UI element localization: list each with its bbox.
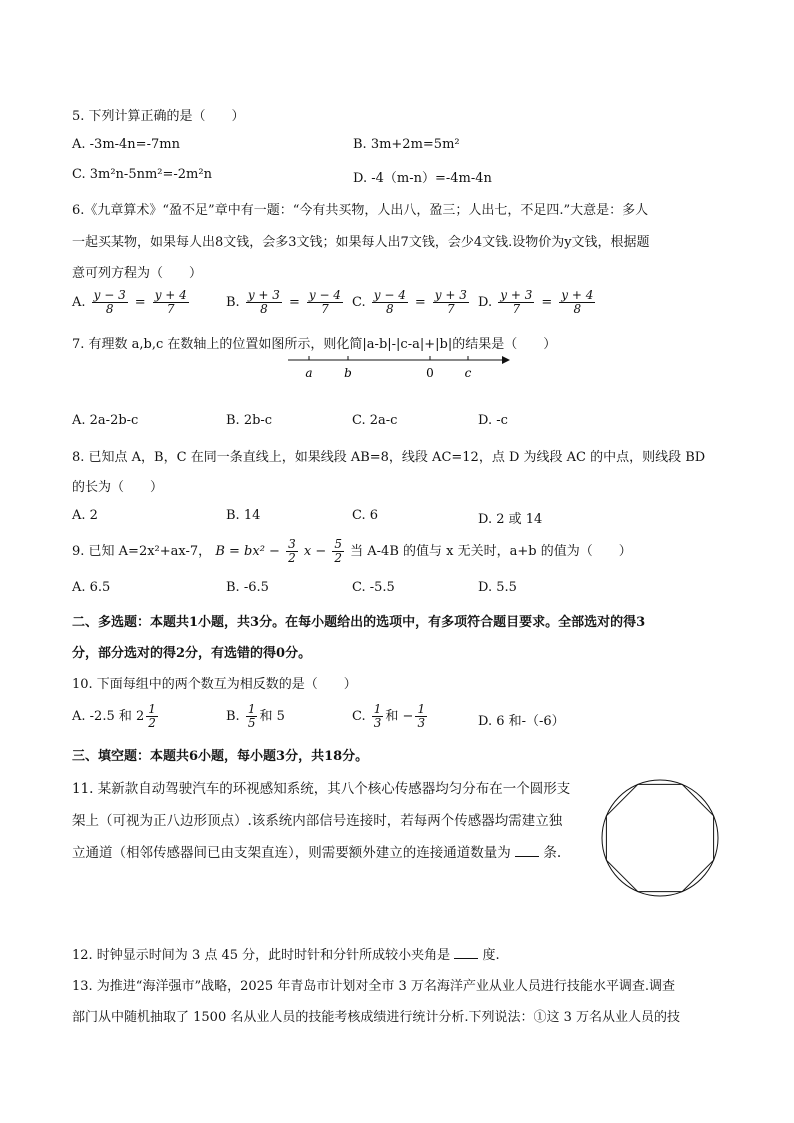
q5-option-c: C. 3m²n-5nm²=-2m²n <box>72 167 212 182</box>
fraction: $\frac{y - 4}{7}$ <box>308 288 341 316</box>
label-c: c <box>464 366 472 380</box>
section-3-heading: 三、填空题：本题共6小题，每小题3分，共18分。 <box>72 749 369 764</box>
fraction: $\frac{y + 3}{7}$ <box>500 288 533 316</box>
q6-stem-line-3: 意可列方程为（ ） <box>72 266 203 281</box>
q7-stem: 7. 有理数 a,b,c 在数轴上的位置如图所示，则化简|a-b|-|c-a|+|b|的结果是（ ） <box>72 337 557 352</box>
arrow-icon <box>502 356 510 364</box>
q9-option-a: A. 6.5 <box>72 580 111 595</box>
fraction: $\frac{y + 3}{8}$ <box>247 288 280 316</box>
fraction: $\frac{y - 4}{8}$ <box>373 288 406 316</box>
q6-stem-line-2: 一起买某物，如果每人出8文钱，会多3文钱；如果每人出7文钱，会少4文钱.设物价为y文钱，根据题 <box>72 235 650 250</box>
fraction: $\frac{1}{5}$ <box>247 702 256 730</box>
answer-blank[interactable] <box>454 946 478 959</box>
fraction: $\frac{y + 3}{7}$ <box>434 288 467 316</box>
label-zero: 0 <box>426 366 434 380</box>
fraction: $\frac{1}{3}$ <box>417 702 426 730</box>
q8-stem-line-2: 的长为（ ） <box>72 480 164 495</box>
q9-option-d: D. 5.5 <box>478 580 517 595</box>
fraction: $\frac{y + 4}{8}$ <box>561 288 594 316</box>
octagon-circle-figure <box>598 776 722 900</box>
q13-line-2: 部门从中随机抽取了 1500 名从业人员的技能考核成绩进行统计分析.下列说法：①这 3 万名从业人员的技 <box>72 1010 681 1025</box>
q10-option-d: D. 6 和-（-6） <box>478 714 565 729</box>
answer-blank[interactable] <box>515 844 539 857</box>
q6-option-a: A. $\frac{y - 3}{8}$ = $\frac{y + 4}{7}$ <box>72 288 187 316</box>
q5-option-b: B. 3m+2m=5m² <box>353 137 460 152</box>
q9-option-c: C. -5.5 <box>352 580 395 595</box>
section-2-heading-line-1: 二、多选题：本题共1小题，共3分。在每小题给出的选项中，有多项符合题目要求。全部选对的得3 <box>72 615 646 630</box>
q7-option-c: C. 2a-c <box>352 413 398 428</box>
q11-line-3: 立通道（相邻传感器间已由支架直连），则需要额外建立的连接通道数量为 条. <box>72 845 562 861</box>
q5-stem: 5. 下列计算正确的是（ ） <box>72 109 245 124</box>
circle-shape <box>602 780 718 896</box>
q7-option-d: D. -c <box>478 413 508 428</box>
fraction: $\frac{5}{2}$ <box>334 537 342 565</box>
q10-option-a: A. -2.5 和 2 $\frac{1}{2}$ <box>72 702 156 730</box>
fraction: $\frac{1}{3}$ <box>373 702 382 730</box>
q8-option-c: C. 6 <box>352 508 379 523</box>
label-a: a <box>305 366 313 380</box>
q6-option-d: D. $\frac{y + 3}{7}$ = $\frac{y + 4}{8}$ <box>478 288 594 316</box>
q8-option-d: D. 2 或 14 <box>478 512 543 527</box>
q11-line-1: 11. 某新款自动驾驶汽车的环视感知系统，其八个核心传感器均匀分布在一个圆形支 <box>72 781 571 797</box>
q9-option-b: B. -6.5 <box>226 580 269 595</box>
q11-line-2: 架上（可视为正八边形顶点）.该系统内部信号连接时，若每两个传感器均需建立独 <box>72 813 563 829</box>
q7-option-a: A. 2a-2b-c <box>72 413 139 428</box>
fraction: $\frac{y - 3}{8}$ <box>93 288 126 316</box>
fraction: $\frac{3}{2}$ <box>288 537 296 565</box>
q6-option-c: C. $\frac{y - 4}{8}$ = $\frac{y + 3}{7}$ <box>352 288 467 316</box>
q10-option-b: B. $\frac{1}{5}$ 和 5 <box>226 702 285 730</box>
q8-option-b: B. 14 <box>226 508 261 523</box>
label-b: b <box>344 366 352 380</box>
q6-stem-line-1: 6.《九章算术》“盈不足”章中有一题：“今有共买物，人出八，盈三；人出七，不足四.”大意是：多人 <box>72 203 649 218</box>
q8-option-a: A. 2 <box>72 508 98 523</box>
q9-stem: 9. 已知 A=2x²+ax-7， B = bx² − $\frac{3}{2}$ x − $\frac{5}{2}$ 当 A-4B 的值与 x 无关时，a+b 的值为（ ） <box>72 537 632 565</box>
section-2-heading-line-2: 分，部分选对的得2分，有选错的得0分。 <box>72 646 312 661</box>
q5-option-a: A. -3m-4n=-7mn <box>72 137 180 152</box>
q7-option-b: B. 2b-c <box>226 413 273 428</box>
q12-stem: 12. 时钟显示时间为 3 点 45 分，此时时针和分针所成较小夹角是 度. <box>72 948 500 963</box>
q5-option-d: D. -4（m-n）=-4m-4n <box>353 171 492 186</box>
octagon-shape <box>606 784 713 891</box>
fraction: $\frac{y + 4}{7}$ <box>154 288 187 316</box>
q10-stem: 10. 下面每组中的两个数互为相反数的是（ ） <box>72 677 357 692</box>
q13-line-1: 13. 为推进“海洋强市”战略，2025 年青岛市计划对全市 3 万名海洋产业从业人员进行技能水平调查.调查 <box>72 979 675 994</box>
q10-option-c: C. $\frac{1}{3}$ 和 − $\frac{1}{3}$ <box>352 702 426 730</box>
fraction: $\frac{1}{2}$ <box>148 702 156 730</box>
number-line-figure <box>280 350 520 382</box>
q6-option-b: B. $\frac{y + 3}{8}$ = $\frac{y - 4}{7}$ <box>226 288 341 316</box>
q8-stem-line-1: 8. 已知点 A，B，C 在同一条直线上，如果线段 AB=8，线段 AC=12，点 D 为线段 AC 的中点，则线段 BD <box>72 450 706 465</box>
